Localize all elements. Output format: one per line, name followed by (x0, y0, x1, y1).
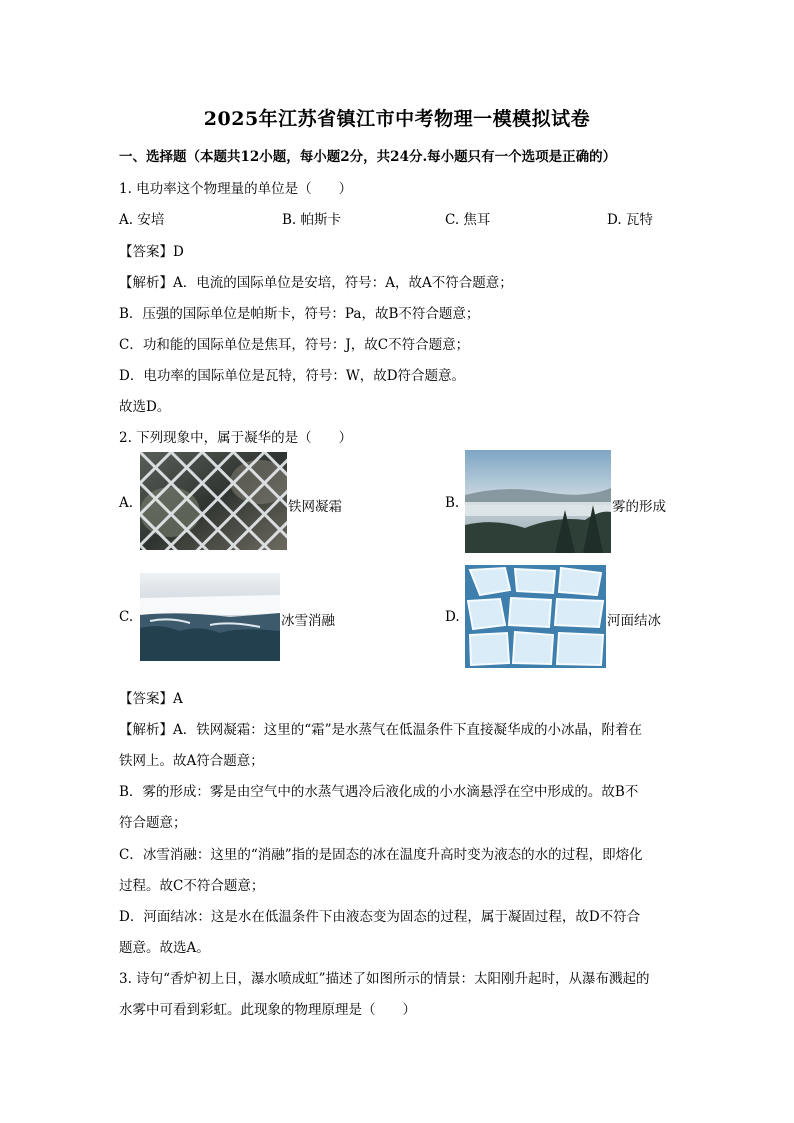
q1-analysis-line: 故选D。 (119, 399, 171, 415)
q2-option-a-caption: 铁网凝霜 (288, 499, 342, 515)
q2-analysis-line: 过程。故C不符合题意； (119, 878, 265, 894)
q2-analysis-line: 题意。故选A。 (119, 940, 210, 956)
q1-option-c: C. 焦耳 (445, 212, 491, 228)
q2-analysis-line: 铁网上。故A符合题意； (119, 753, 264, 769)
question-3-stem: 3. 诗句“香炉初上日，瀑水喷成虹”描述了如图所示的情景：太阳刚升起时，从瀑布溅起的 (119, 971, 650, 987)
q1-answer: 【答案】D (119, 244, 184, 260)
q2-option-c-letter: C. (119, 609, 134, 625)
q1-option-a: A. 安培 (119, 212, 165, 228)
question-3-stem: 水雾中可看到彩虹。此现象的物理原理是（ ） (119, 1002, 416, 1018)
q2-analysis-line: B．雾的形成：雾是由空气中的水蒸气遇冷后液化成的小水滴悬浮在空中形成的。故B不 (119, 784, 639, 800)
q2-option-d-letter: D. (445, 609, 460, 625)
q1-analysis-line: D．电功率的国际单位是瓦特，符号：W，故D符合题意。 (119, 368, 466, 384)
q1-analysis-line: 【解析】A．电流的国际单位是安培，符号：A，故A不符合题意； (119, 275, 513, 291)
page-title: 2025年江苏省镇江市中考物理一模模拟试卷 (203, 108, 591, 130)
q2-analysis-line: 符合题意； (119, 815, 187, 831)
q1-analysis-line: C．功和能的国际单位是焦耳，符号：J，故C不符合题意； (119, 337, 470, 353)
q2-option-b-caption: 雾的形成 (612, 499, 666, 515)
question-1-stem: 1. 电功率这个物理量的单位是（ ） (119, 181, 353, 197)
section-heading: 一、选择题（本题共12小题，每小题2分，共24分.每小题只有一个选项是正确的） (119, 149, 617, 165)
frozen-river-photo (465, 565, 606, 668)
question-2-stem: 2. 下列现象中，属于凝华的是（ ） (119, 430, 353, 446)
q2-answer: 【答案】A (119, 691, 183, 707)
fog-photo (465, 450, 611, 553)
frost-fence-photo (140, 452, 287, 550)
q2-analysis-line: D．河面结冰：这是水在低温条件下由液态变为固态的过程，属于凝固过程，故D不符合 (119, 909, 641, 925)
q2-option-b-letter: B. (445, 495, 460, 511)
melting-ice-photo (140, 573, 280, 661)
q2-analysis-line: 【解析】A．铁网凝霜：这里的“霜”是水蒸气在低温条件下直接凝华成的小冰晶，附着在 (119, 722, 643, 738)
q2-option-d-caption: 河面结冰 (607, 613, 661, 629)
q1-option-d: D. 瓦特 (607, 212, 653, 228)
q2-option-c-caption: 冰雪消融 (281, 613, 335, 629)
q2-analysis-line: C．冰雪消融：这里的“消融”指的是固态的冰在温度升高时变为液态的水的过程，即熔化 (119, 847, 643, 863)
q1-option-b: B. 帕斯卡 (282, 212, 342, 228)
q2-option-a-letter: A. (119, 495, 134, 511)
q1-analysis-line: B．压强的国际单位是帕斯卡，符号：Pa，故B不符合题意； (119, 306, 480, 322)
